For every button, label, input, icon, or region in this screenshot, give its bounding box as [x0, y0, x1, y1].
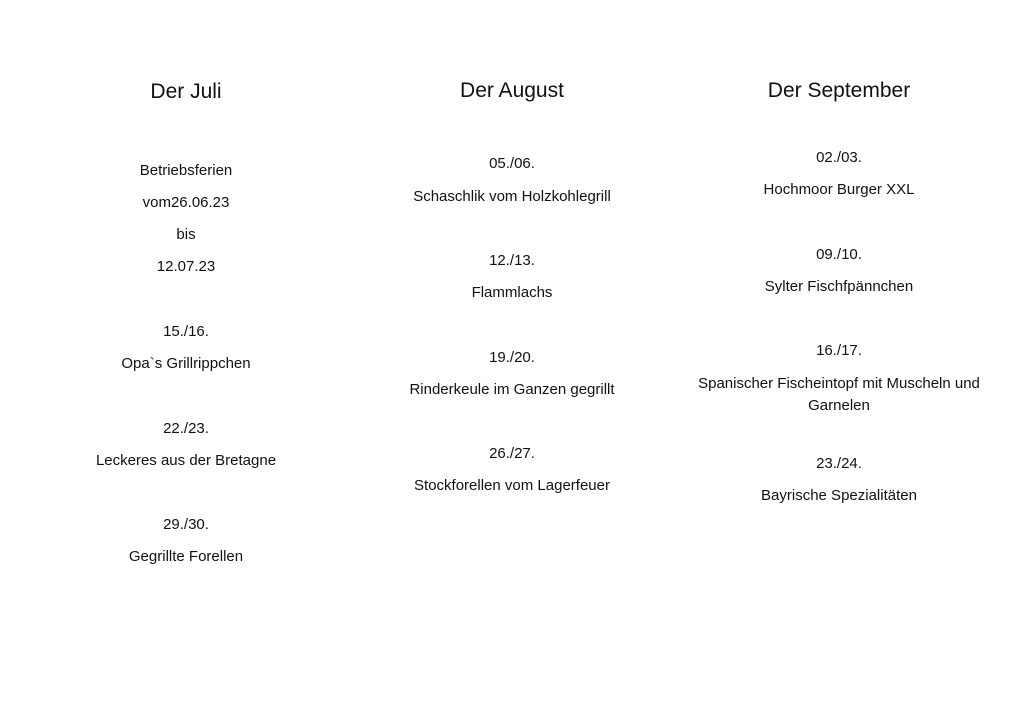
vacation-line-2: vom26.06.23	[142, 194, 230, 211]
event-dish-august-2: Flammlachs	[471, 284, 553, 301]
event-dish-september-1: Hochmoor Burger XXL	[763, 181, 915, 198]
event-dish-juli-3: Gegrillte Forellen	[128, 548, 244, 565]
month-title-august: Der August	[460, 79, 564, 102]
event-date-juli-3: 29./30.	[163, 516, 209, 533]
vacation-line-3: bis	[176, 226, 196, 243]
event-dish-august-3: Rinderkeule im Ganzen gegrillt	[409, 381, 615, 398]
event-date-september-4: 23./24.	[816, 455, 862, 472]
event-date-august-1: 05./06.	[489, 155, 535, 172]
event-dish-september-4: Bayrische Spezialitäten	[761, 487, 917, 504]
event-dish-juli-1: Opa`s Grillrippchen	[121, 355, 251, 372]
event-dish-august-1: Schaschlik vom Holzkohlegrill	[413, 188, 611, 205]
event-date-august-2: 12./13.	[489, 252, 535, 269]
vacation-line-4: 12.07.23	[156, 258, 216, 275]
event-date-september-2: 09./10.	[816, 246, 862, 263]
event-dish-august-4: Stockforellen vom Lagerfeuer	[414, 477, 610, 494]
event-dish-juli-2: Leckeres aus der Bretagne	[95, 452, 277, 469]
event-date-august-3: 19./20.	[489, 349, 535, 366]
event-dish-september-3: Spanischer Fischeintopf mit Muscheln und Garnelen	[698, 375, 980, 414]
event-dish-september-2: Sylter Fischfpännchen	[764, 278, 914, 295]
event-date-september-3: 16./17.	[816, 342, 862, 359]
event-date-juli-2: 22./23.	[163, 420, 209, 437]
vacation-line-1: Betriebsferien	[139, 162, 233, 179]
event-date-august-4: 26./27.	[489, 445, 535, 462]
event-date-september-1: 02./03.	[816, 149, 862, 166]
event-date-juli-1: 15./16.	[163, 323, 209, 340]
month-title-juli: Der Juli	[150, 80, 222, 103]
month-title-september: Der September	[767, 79, 911, 102]
